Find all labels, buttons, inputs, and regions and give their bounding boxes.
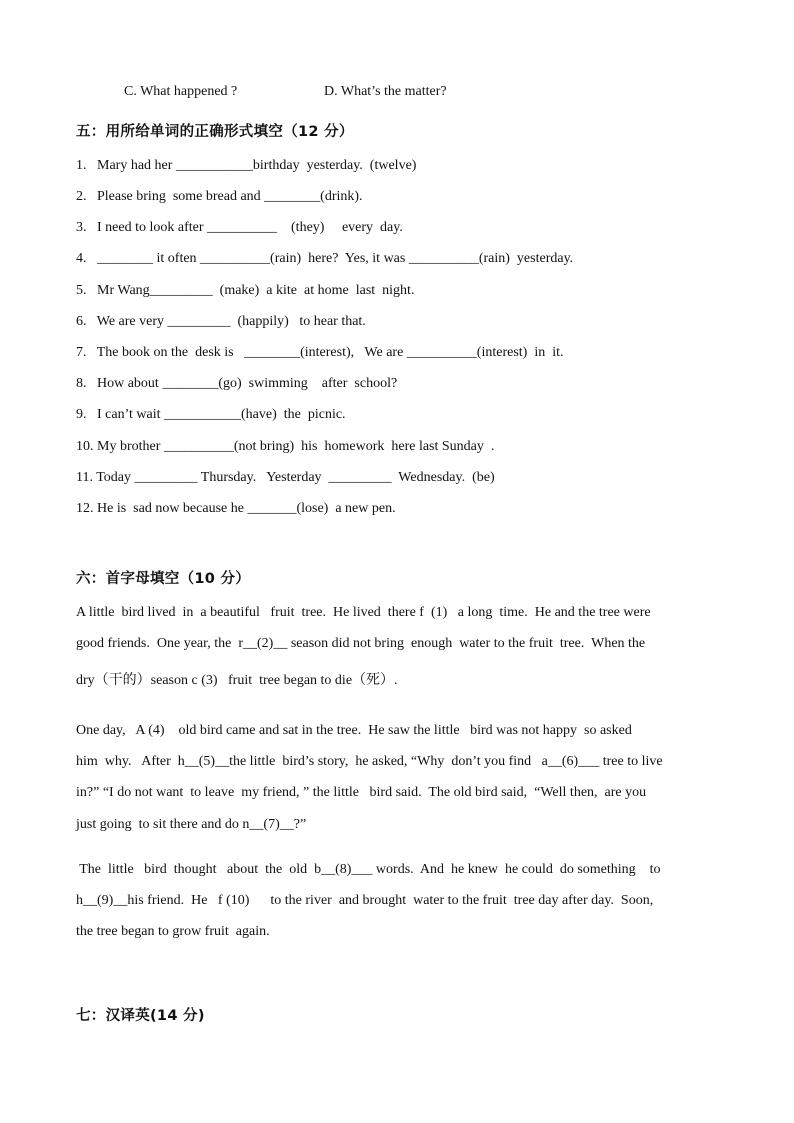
passage-line: the tree began to grow fruit again. xyxy=(76,924,270,939)
section6-heading: 六：首字母填空（10 分） xyxy=(76,571,251,587)
passage-line: One day, A (4) old bird came and sat in the tree. He saw the little bird was not happy so asked xyxy=(76,723,632,738)
question-item: 5. Mr Wang_________ (make) a kite at home last night. xyxy=(76,283,415,298)
section5-heading: 五：用所给单词的正确形式填空（12 分） xyxy=(76,124,354,140)
question-item: 9. I can’t wait ___________(have) the picnic. xyxy=(76,407,346,422)
passage-line: good friends. One year, the r__(2)__ season did not bring enough water to the fruit tree. When the xyxy=(76,636,646,651)
passage-line: dry（干的）season c (3) fruit tree began to die（死）. xyxy=(76,673,398,688)
passage-line: him why. After h__(5)__the little bird’s story, he asked, “Why don’t you find a__(6)___ tree to live xyxy=(76,754,663,769)
question-item: 1. Mary had her ___________birthday yesterday. (twelve) xyxy=(76,158,417,173)
question-item: 8. How about ________(go) swimming after school? xyxy=(76,376,398,391)
passage-line: The little bird thought about the old b__(8)___ words. And he knew he could do something to xyxy=(76,862,661,877)
question-item: 6. We are very _________ (happily) to hear that. xyxy=(76,314,366,329)
section7-heading: 七：汉译英(14 分) xyxy=(76,1008,205,1024)
question-item: 10. My brother __________(not bring) his homework here last Sunday . xyxy=(76,439,495,454)
passage-line: A little bird lived in a beautiful fruit tree. He lived there f (1) a long time. He and the tree were xyxy=(76,605,651,620)
passage-line: just going to sit there and do n__(7)__?” xyxy=(76,817,307,832)
question-item: 11. Today _________ Thursday. Yesterday _________ Wednesday. (be) xyxy=(76,470,495,485)
question-item: 7. The book on the desk is ________(interest), We are __________(interest) in it. xyxy=(76,345,564,360)
passage-line: h__(9)__his friend. He f (10) to the river and brought water to the fruit tree day after day. Soon, xyxy=(76,893,654,908)
question-item: 4. ________ it often __________(rain) here? Yes, it was __________(rain) yesterday. xyxy=(76,251,574,266)
option-c: C. What happened ? xyxy=(124,84,238,99)
question-item: 2. Please bring some bread and ________(drink). xyxy=(76,189,363,204)
question-item: 12. He is sad now because he _______(lose) a new pen. xyxy=(76,501,396,516)
option-d: D. What’s the matter? xyxy=(324,84,447,99)
passage-line: in?” “I do not want to leave my friend, ” the little bird said. The old bird said, “Well then, are you xyxy=(76,785,647,800)
question-item: 3. I need to look after __________ (they) every day. xyxy=(76,220,403,235)
